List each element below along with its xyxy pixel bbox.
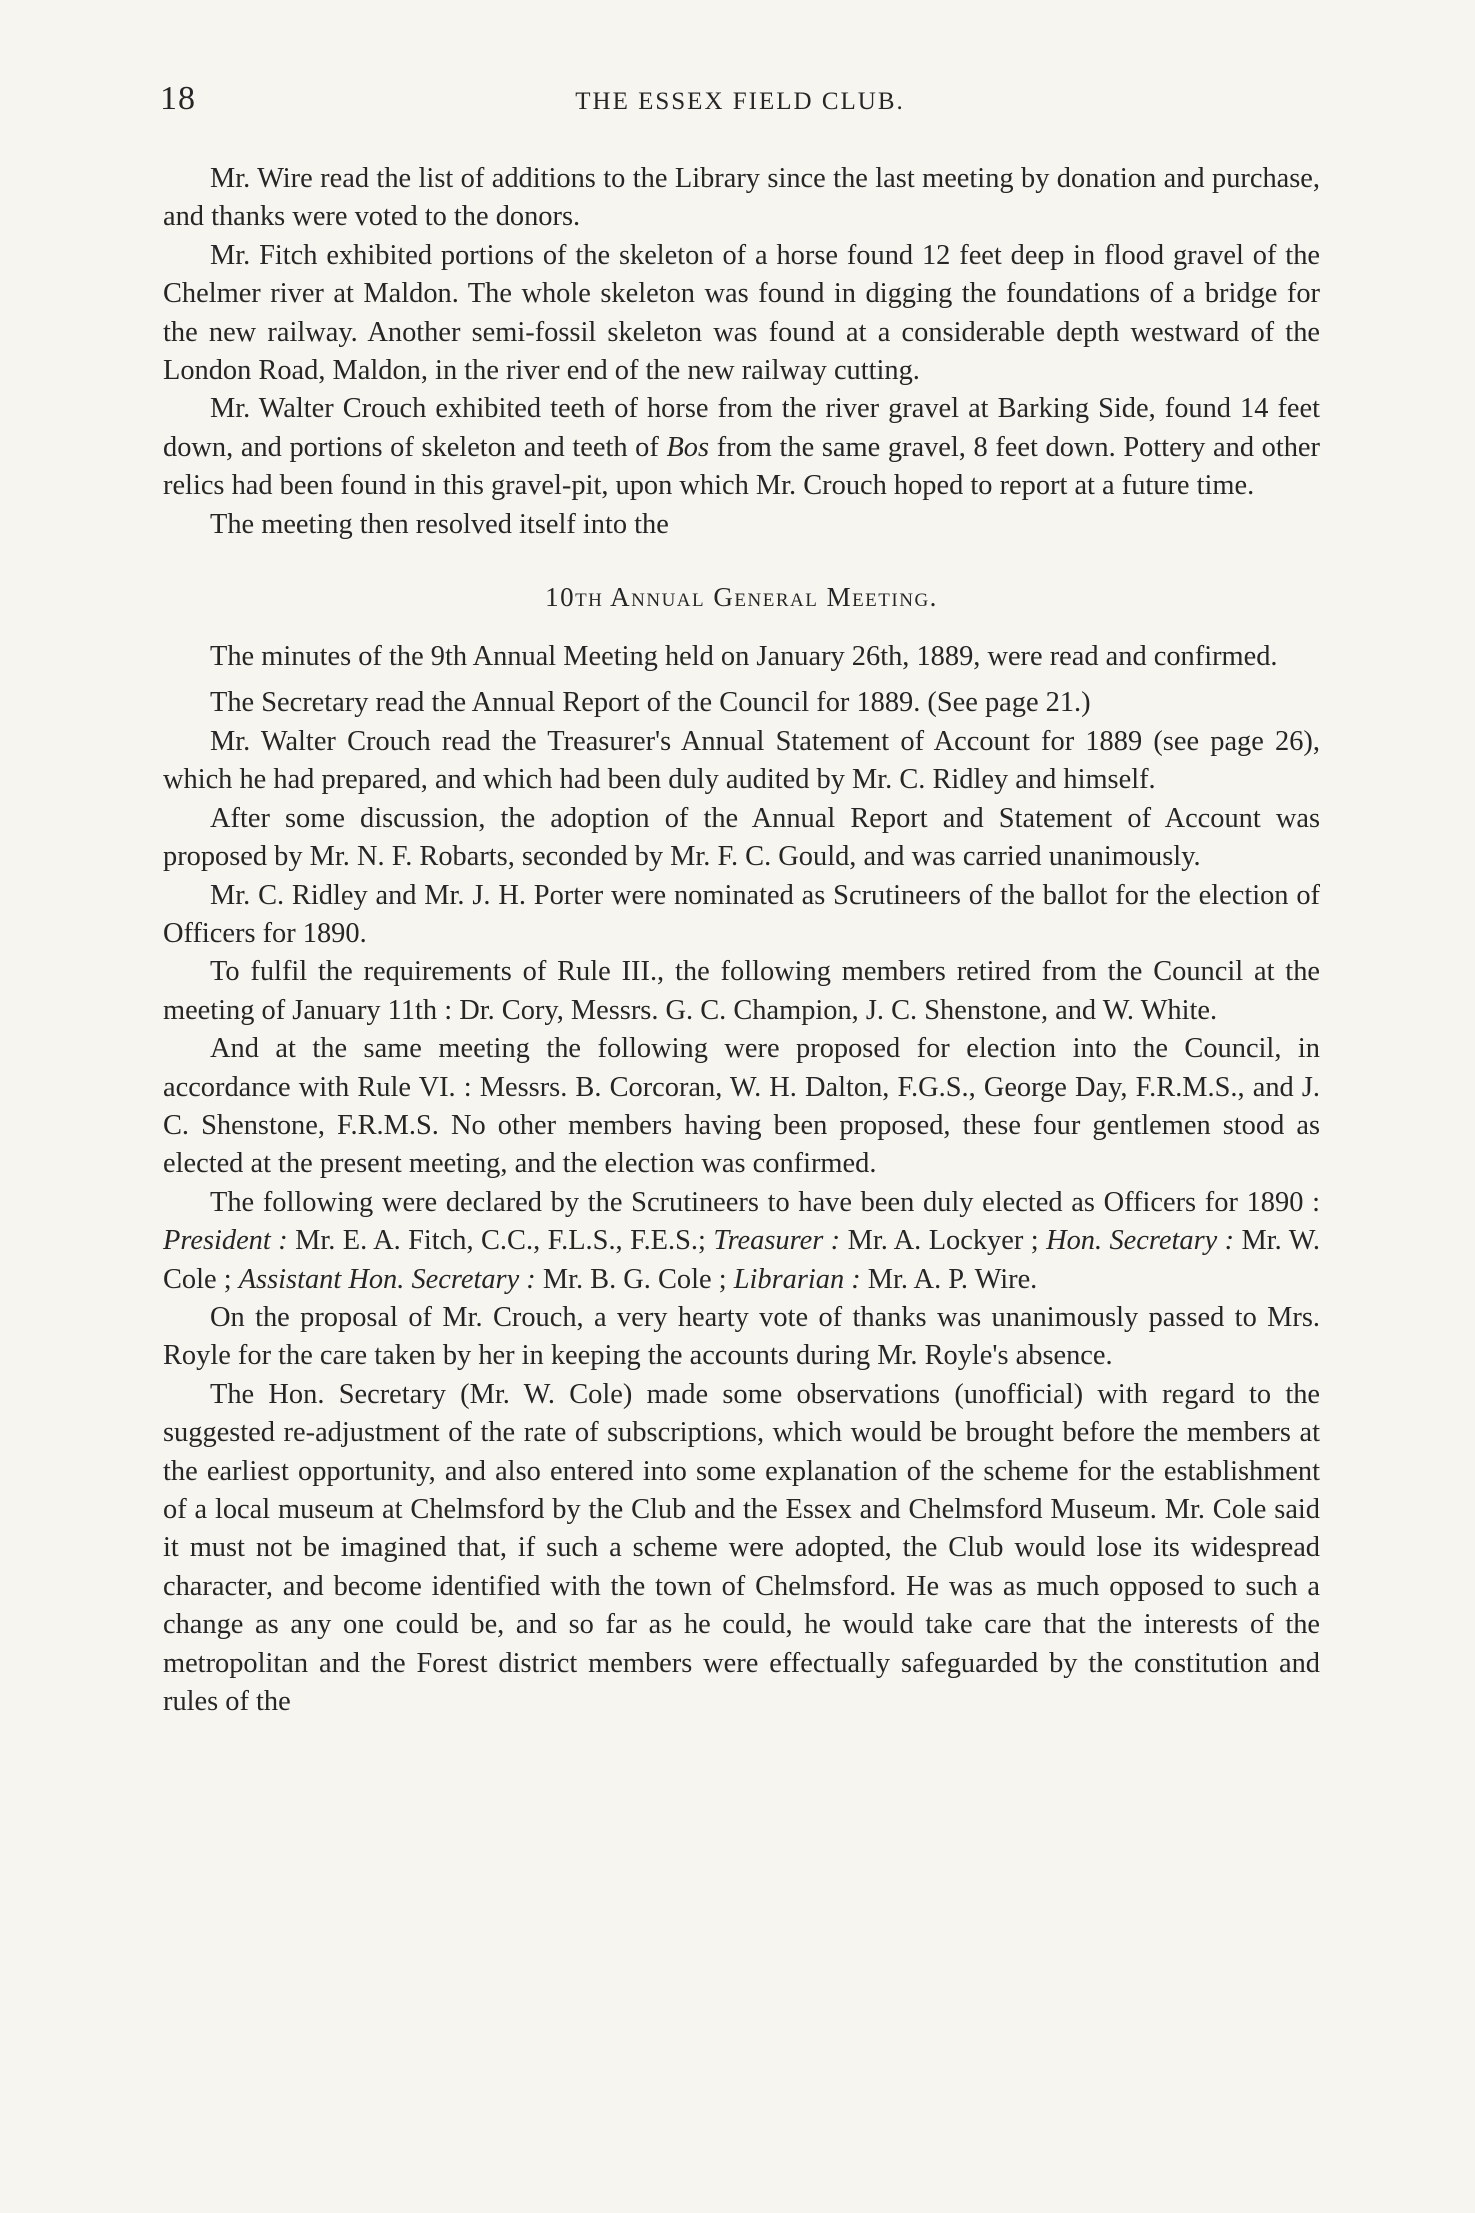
text-run: from the same gravel, 8 feet down. Pottery and other relics had been found in this gravel-pit, upon which Mr. Crouch hoped to report at a future time. — [163, 431, 1320, 502]
italic-run: President : — [163, 1225, 288, 1257]
italic-run: Librarian : — [733, 1263, 861, 1295]
text-run: Mr. A. P. Wire. — [860, 1263, 1038, 1295]
paragraph-library-additions: Mr. Wire read the list of additions to the Library since the last meeting by donation and purchase, and thanks were voted to the donors. — [163, 163, 1320, 233]
paragraph-proposed-members: And at the same meeting the following were proposed for election into the Council, in accordance with Rule VI. : Messrs. B. Corcoran, W. H. Dalton, F.G.S., George Day, F.R.M.S., and J. C. Shenstone, F.R.M.S. No other members having been proposed, these four gentlemen stood as elected at the present meeting, and the election was confirmed. — [163, 1033, 1320, 1180]
text-run: The following were declared by the Scrutineers to have been duly elected as Officers for 1890 : — [210, 1186, 1320, 1218]
italic-run: Bos — [666, 431, 710, 463]
page-number: 18 — [160, 80, 196, 117]
text-run: Mr. W. Cole ; — [163, 1225, 1320, 1295]
italic-run: Hon. Secretary : — [1046, 1225, 1235, 1257]
paragraph-minutes: The minutes of the 9th Annual Meeting held on January 26th, 1889, were read and confirmed. — [210, 641, 1278, 673]
paragraph-treasurer-statement: Mr. Walter Crouch read the Treasurer's Annual Statement of Account for 1889 (see page 26), which he had prepared, and which had been duly audited by Mr. C. Ridley and himself. — [163, 725, 1320, 796]
text-run: Mr. E. A. Fitch, C.C., F.L.S., F.E.S.; — [287, 1225, 714, 1257]
paragraph-annual-report: The Secretary read the Annual Report of the Council for 1889. (See page 21.) — [210, 687, 1091, 719]
paragraph-crouch-exhibit — [163, 390, 1320, 505]
body-text — [163, 160, 1320, 1721]
italic-run: Assistant Hon. Secretary : — [238, 1263, 536, 1295]
paragraph-horse-skeleton: Mr. Fitch exhibited portions of the skeleton of a horse found 12 feet deep in flood gravel of the Chelmer river at Maldon. The whole skeleton was found in digging the foundations of a bridge for the new railway. Another semi-fossil skeleton was found at a considerable depth westward of the London Road, Maldon, in the river end of the new railway cutting. — [163, 239, 1320, 387]
paragraph-retired-members: To fulfil the requirements of Rule III., the following members retired from the Council at the meeting of January 11th : Dr. Cory, Messrs. G. C. Champion, J. C. Shenstone, and W. White. — [163, 956, 1320, 1026]
section-heading: 10th Annual General Meeting. — [545, 582, 938, 613]
paragraph-adoption: After some discussion, the adoption of the Annual Report and Statement of Account was proposed by Mr. N. F. Robarts, seconded by Mr. F. C. Gould, and was carried unanimously. — [163, 802, 1320, 873]
paragraph-officers-elected — [163, 1184, 1320, 1299]
paragraph-secretary-observations: The Hon. Secretary (Mr. W. Cole) made some observations (unofficial) with regard to the suggested re-adjustment of the rate of subscriptions, which would be brought before the members at the earliest opportunity, and also entered into some explanation of the scheme for the establishment of a local museum at Chelmsford by the Club and the Essex and Chelmsford Museum. Mr. Cole said it must not be imagined that, if such a scheme were adopted, the Club would lose its widespread character, and become identified with the town of Chelmsford. He was as much opposed to such a change as any one could be, and so far as he could, he would take care that the interests of the metropolitan and the Forest district members were effectually safeguarded by the constitution and rules of the — [163, 1378, 1320, 1718]
italic-run: Treasurer : — [713, 1225, 841, 1257]
paragraph-meeting-resolved: The meeting then resolved itself into the — [210, 508, 669, 540]
paragraph-vote-of-thanks: On the proposal of Mr. Crouch, a very hearty vote of thanks was unanimously passed to Mrs. Royle for the care taken by her in keeping the accounts during Mr. Royle's absence. — [163, 1301, 1320, 1372]
text-run: Mr. A. Lockyer ; — [840, 1225, 1047, 1257]
journal-title: THE ESSEX FIELD CLUB. — [575, 88, 905, 115]
running-head — [160, 80, 1320, 130]
text-run: Mr. Walter Crouch exhibited teeth of horse from the river gravel at Barking Side, found 14 feet down, and portions of skeleton and teeth of — [163, 393, 1320, 463]
paragraph-scrutineers: Mr. C. Ridley and Mr. J. H. Porter were nominated as Scrutineers of the ballot for the election of Officers for 1890. — [163, 879, 1320, 949]
text-run: Mr. B. G. Cole ; — [535, 1263, 734, 1295]
